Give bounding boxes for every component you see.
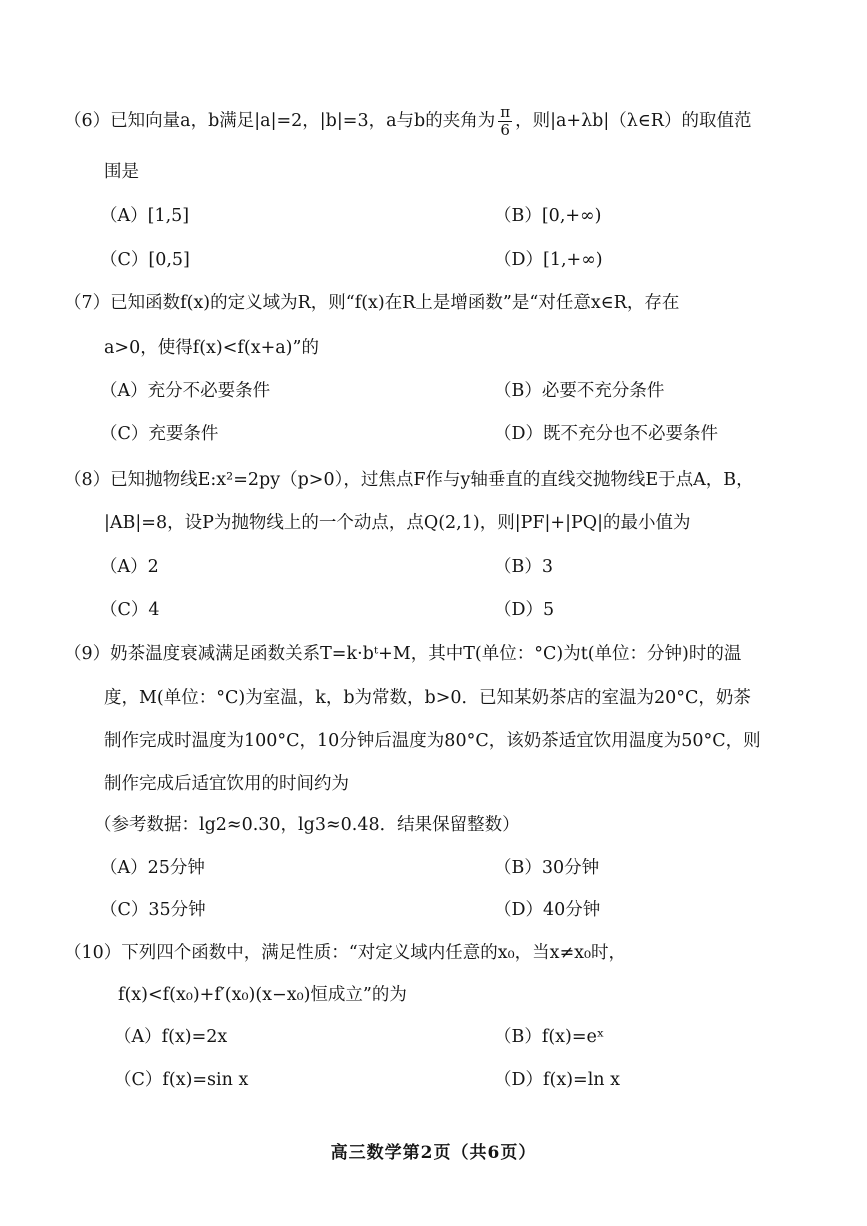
fraction-numerator: π [500,103,511,121]
question-8-option-b: （B）3 [494,557,553,577]
question-6-line-1 [64,104,751,139]
question-7-option-a: （A）充分不必要条件 [100,381,271,401]
question-6-option-b: （B）[0,+∞) [494,206,602,226]
question-8-option-c: （C）4 [100,600,160,620]
question-6-text-b: ，则|a+λb|（λ∈R）的取值范 [515,111,752,131]
question-7-option-d: （D）既不充分也不必要条件 [494,424,719,444]
question-9-line-2: 度，M(单位：°C)为室温，k，b为常数，b>0．已知某奶茶店的室温为20°C，奶茶 [104,688,751,708]
page-footer: 高三数学第2页（共6页） [330,1143,537,1163]
question-10-option-c: （C）f(x)=sin x [114,1070,249,1090]
question-7-option-b: （B）必要不充分条件 [494,381,665,401]
question-6-text-a: （6）已知向量a，b满足|a|=2，|b|=3，a与b的夹角为 [64,111,496,131]
question-9-reference-data: （参考数据：lg2≈0.30，lg3≈0.48．结果保留整数） [94,815,520,835]
question-10-line-1: （10）下列四个函数中，满足性质：“对定义域内任意的x₀，当x≠x₀时， [64,943,627,963]
question-6-option-d: （D）[1,+∞) [494,250,603,270]
question-7-option-c: （C）充要条件 [100,424,219,444]
question-8-line-1: （8）已知抛物线E:x²=2py（p>0），过焦点F作与y轴垂直的直线交抛物线E于点A，B， [64,470,754,490]
question-10-option-a: （A）f(x)=2x [114,1027,228,1047]
question-9-line-4: 制作完成后适宜饮用的时间约为 [104,774,349,794]
question-6-option-a: （A）[1,5] [100,206,190,226]
question-9-line-1: （9）奶茶温度衰减满足函数关系T=k·bᵗ+M，其中T(单位：°C)为t(单位：分钟)时的温 [64,644,742,664]
question-8-option-a: （A）2 [100,557,159,577]
question-6-line-2: 围是 [104,162,139,182]
question-9-line-3: 制作完成时温度为100°C，10分钟后温度为80°C，该奶茶适宜饮用温度为50°C，则 [104,731,761,751]
fraction-denominator: 6 [500,121,510,139]
question-9-option-d: （D）40分钟 [494,900,601,920]
question-6-option-c: （C）[0,5] [100,250,190,270]
question-9-option-c: （C）35分钟 [100,900,206,920]
question-10-line-2: f(x)<f(x₀)+f′(x₀)(x−x₀)恒成立”的为 [118,985,407,1005]
question-7-line-1: （7）已知函数f(x)的定义域为R，则“f(x)在R上是增函数”是“对任意x∈R，存在 [64,293,680,313]
question-7-line-2: a>0，使得f(x)<f(x+a)”的 [104,338,319,358]
question-10-option-b: （B）f(x)=eˣ [494,1027,605,1047]
question-10-option-d: （D）f(x)=ln x [494,1070,620,1090]
question-9-option-a: （A）25分钟 [100,858,205,878]
question-9-option-b: （B）30分钟 [494,858,600,878]
fraction-pi-over-6 [498,104,512,139]
question-8-line-2: |AB|=8，设P为抛物线上的一个动点，点Q(2,1)，则|PF|+|PQ|的最小值为 [104,513,691,533]
question-8-option-d: （D）5 [494,600,555,620]
